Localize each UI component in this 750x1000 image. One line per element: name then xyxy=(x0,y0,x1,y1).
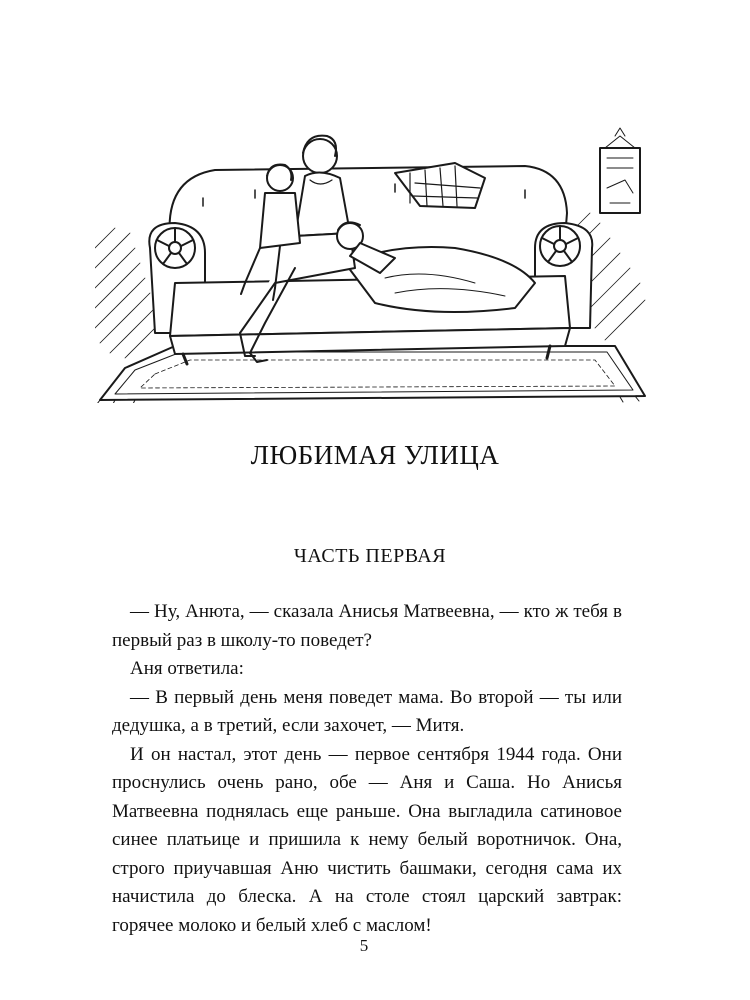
paragraph: Аня ответила: xyxy=(130,658,244,679)
text-body xyxy=(112,598,622,940)
paragraph: И он настал, этот день — первое сентября 1944 года. Они проснулись очень рано, обе — Аня и Саша. Но Анисья Матвеевна поднялась еще раньше. Она выгладила сатиновое синее платьице и пришила к нему белый воротничок. Она, строго приучавшая Аню чистить башмаки, сегодня сама их начистила до блеска. А на столе стоял царский завтрак: горячее молоко и белый хлеб с маслом! xyxy=(112,743,622,936)
chapter-title: ЛЮБИМАЯ УЛИЦА xyxy=(250,440,500,470)
page-number: 5 xyxy=(359,936,369,955)
part-title: ЧАСТЬ ПЕРВАЯ xyxy=(293,545,447,567)
wall-picture xyxy=(600,128,640,213)
family-on-sofa-illustration xyxy=(95,118,655,403)
paragraph: — В первый день меня поведет мама. Во второй — ты или дедушка, а в третий, если захочет, — Митя. xyxy=(112,686,622,736)
paragraph: — Ну, Анюта, — сказала Анисья Матвеевна, — кто ж тебя в первый раз в школу-то поведет? xyxy=(112,601,622,651)
